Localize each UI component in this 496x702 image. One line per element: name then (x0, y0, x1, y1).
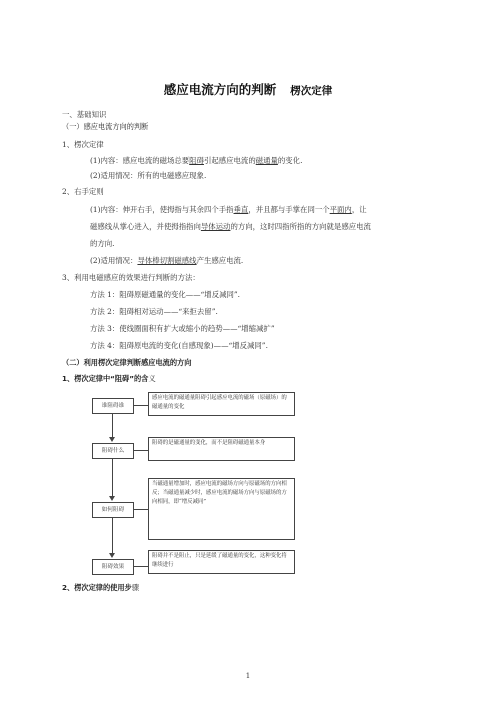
underlined-text: 导体运动 (200, 222, 231, 231)
text-span: 义 (148, 374, 156, 383)
diagram-box: 阻碍并不是阻止，只是延缓了磁通量的变化，这种变化将继续进行 (148, 550, 295, 574)
connector-line (133, 509, 148, 510)
connector-line (112, 414, 113, 438)
subsection-two-heading: （二）利用楞次定律判断感应电流的方向 (62, 358, 192, 367)
down-arrow-icon (109, 553, 115, 558)
diagram-label: 如何阻碍 (92, 502, 134, 518)
text-span: (2)适用情况： (90, 256, 138, 265)
text-span: 的变化. (277, 156, 303, 165)
text-span: ，让 (351, 205, 367, 214)
diagram-box: 当磁通量增加时，感应电流的磁场方向与原磁场的方向相反；当磁通量减少时，感应电流的磁场方向与原磁场的方向相同，即“增反减同” (148, 478, 295, 540)
diagram-box: 阻碍的是磁通量的变化，而不是阻碍磁通量本身 (148, 437, 295, 461)
connector-line (112, 518, 113, 554)
diagram-box: 感应电流的磁通量阻碍引起感应电流的磁场（原磁场）的磁通量的变化 (148, 392, 295, 416)
connector-line (133, 450, 148, 451)
right-hand-line-1 (90, 205, 367, 215)
text-span: 引起感应电流的 (203, 156, 256, 165)
connector-line (133, 566, 148, 567)
underlined-text: 平面内 (329, 205, 352, 214)
down-arrow-icon (109, 437, 115, 442)
bold-text: 1、楞次定律中“阻碍”的含 (62, 374, 149, 383)
text-span: (1)内容：感应电流的磁场总要 (90, 156, 190, 165)
underlined-text: 阻碍 (189, 156, 204, 165)
title-main: 感应电流方向的判断 (163, 82, 277, 97)
right-hand-scope (90, 256, 243, 266)
lenz-scope: (2)适用情况：所有的电磁感应现象. (90, 171, 207, 180)
down-arrow-icon (109, 496, 115, 501)
text-span: (1)内容：伸开右手，使拇指与其余四个手指 (90, 205, 234, 214)
method-1: 方法 1：阻碍原磁通量的变化——“增反减同”. (90, 290, 240, 299)
text-span: ，并且都与手掌在同一个 (248, 205, 330, 214)
underlined-text: 导体棒切割磁感线 (137, 256, 197, 265)
lenz-heading: 1、楞次定律 (62, 140, 104, 149)
text-span: 磁感线从掌心进入，并使拇指指向 (90, 222, 201, 231)
section-heading: 一、基础知识 (62, 110, 107, 119)
diagram-label: 阻碍效果 (92, 559, 134, 575)
diagram-label: 阻碍什么 (92, 443, 134, 459)
steps-heading (62, 583, 139, 593)
diagram-label: 谁阻碍谁 (92, 398, 134, 414)
obstruction-diagram (88, 392, 308, 602)
right-hand-line-3: 的方向. (90, 239, 115, 248)
subsection-heading: （一）感应电流方向的判断 (62, 122, 149, 131)
text-span: 骤 (131, 583, 140, 592)
method-2: 方法 2：阻碍相对运动——“来拒去留”. (90, 307, 218, 316)
underlined-text: 磁通量 (255, 156, 278, 165)
connector-line (112, 459, 113, 497)
page-number: 1 (245, 672, 251, 680)
method-4: 方法 4：阻碍原电流的变化(自感现象)——“增反减同”. (90, 341, 268, 350)
text-span: 产生感应电流. (196, 256, 244, 265)
methods-heading: 3、利用电磁感应的效果进行判断的方法： (62, 273, 200, 282)
method-3: 方法 3：使线圈面积有扩大或缩小的趋势——“增缩减扩” (90, 324, 275, 333)
page-title (0, 80, 496, 98)
lenz-content (90, 156, 302, 166)
underlined-text: 垂直 (233, 205, 249, 214)
meaning-heading (62, 374, 156, 384)
bold-text: 2、楞次定律的使用步 (62, 583, 132, 592)
title-sub: 楞次定律 (290, 85, 333, 97)
text-span: 的方向，这时四指所指的方向就是感应电流 (230, 222, 371, 231)
connector-line (133, 405, 148, 406)
right-hand-heading: 2、右手定则 (62, 187, 104, 196)
right-hand-line-2 (90, 222, 371, 232)
